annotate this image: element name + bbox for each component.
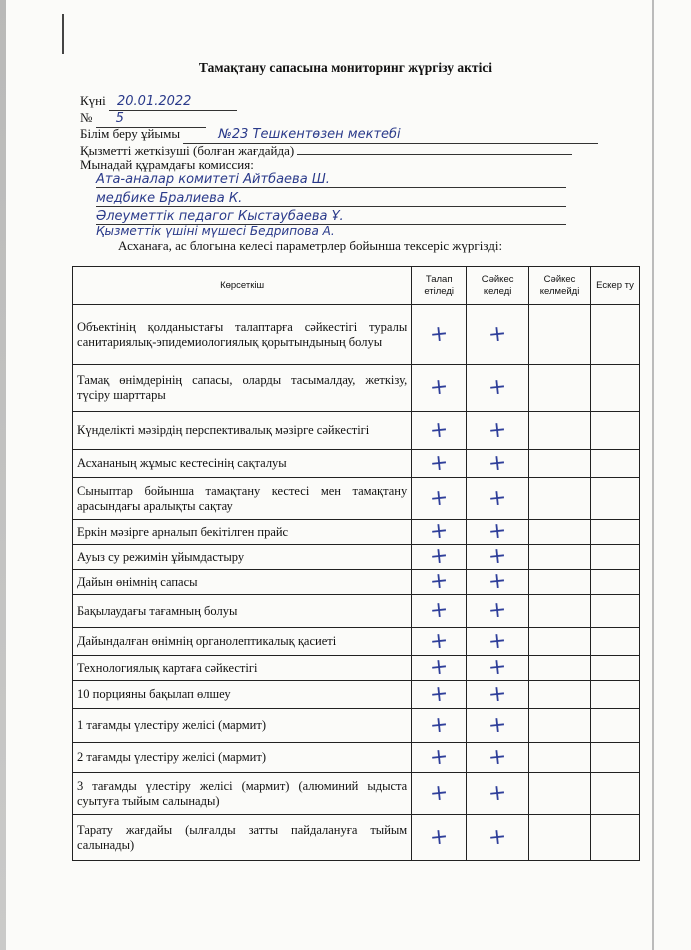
required-cell bbox=[412, 412, 467, 450]
table-row bbox=[73, 365, 640, 412]
required-cell bbox=[412, 595, 467, 628]
compliant-cell bbox=[467, 520, 529, 545]
header-noncompliant: Сәйкес келмейді bbox=[529, 267, 591, 305]
required-cell bbox=[412, 656, 467, 681]
required-mark: + bbox=[428, 320, 450, 348]
required-mark: + bbox=[428, 484, 450, 512]
compliant-cell bbox=[467, 815, 529, 861]
indicator-cell: 3 тағамды үлестіру желісі (мармит) (алюминий ыдыста суытуға тыйым салынады) bbox=[73, 773, 412, 815]
indicator-cell: Бақылаудағы тағамның болуы bbox=[73, 595, 412, 628]
noncompliant-cell bbox=[529, 305, 591, 365]
required-cell bbox=[412, 545, 467, 570]
required-mark: + bbox=[428, 518, 450, 545]
table-row bbox=[73, 681, 640, 709]
document-title: Тамақтану сапасына мониторинг жүргізу актісі bbox=[198, 60, 493, 75]
compliant-mark: + bbox=[487, 680, 509, 708]
required-mark: + bbox=[428, 416, 450, 444]
note-cell bbox=[591, 773, 640, 815]
required-mark: + bbox=[428, 823, 450, 851]
required-cell bbox=[412, 628, 467, 656]
compliant-mark: + bbox=[487, 654, 509, 681]
commission-member-1: Ата-аналар комитеті Айтбаева Ш. bbox=[96, 172, 566, 188]
noncompliant-cell bbox=[529, 656, 591, 681]
compliant-mark: + bbox=[487, 484, 509, 512]
table-row bbox=[73, 545, 640, 570]
table-row bbox=[73, 305, 640, 365]
supplier-blank bbox=[297, 142, 572, 155]
indicator-cell: Ауыз су режимін ұйымдастыру bbox=[73, 545, 412, 570]
number-value: 5 bbox=[96, 111, 206, 128]
required-cell bbox=[412, 365, 467, 412]
date-label: Күні bbox=[80, 93, 106, 108]
compliant-mark: + bbox=[487, 627, 509, 655]
required-cell bbox=[412, 450, 467, 478]
noncompliant-cell bbox=[529, 743, 591, 773]
required-mark: + bbox=[428, 680, 450, 708]
required-cell bbox=[412, 681, 467, 709]
commission-member-3: Әлеуметтік педагог Кыстаубаева Ұ. bbox=[96, 209, 566, 225]
note-cell bbox=[591, 305, 640, 365]
required-mark: + bbox=[428, 654, 450, 681]
compliant-mark: + bbox=[487, 568, 509, 595]
table-row bbox=[73, 412, 640, 450]
compliant-mark: + bbox=[487, 543, 509, 570]
note-cell bbox=[591, 412, 640, 450]
noncompliant-cell bbox=[529, 545, 591, 570]
noncompliant-cell bbox=[529, 815, 591, 861]
compliant-cell bbox=[467, 773, 529, 815]
table-row bbox=[73, 570, 640, 595]
indicator-cell: Объектінің қолданыстағы талаптарға сәйкестігі туралы санитариялық-эпидемиологиялық қорытындының болуы bbox=[73, 305, 412, 365]
indicator-cell: Сыныптар бойынша тамақтану кестесі мен тамақтану арасындағы аралықты сақтау bbox=[73, 478, 412, 520]
required-cell bbox=[412, 305, 467, 365]
binder-edge bbox=[0, 0, 6, 950]
commission-member-2: медбике Бралиева К. bbox=[96, 191, 566, 207]
indicator-cell: Тарату жағдайы (ылғалды затты пайдалануға тыйым салынады) bbox=[73, 815, 412, 861]
table-row bbox=[73, 595, 640, 628]
compliant-mark: + bbox=[487, 597, 509, 624]
noncompliant-cell bbox=[529, 570, 591, 595]
note-cell bbox=[591, 570, 640, 595]
header-required: Талап етіледі bbox=[412, 267, 467, 305]
noncompliant-cell bbox=[529, 681, 591, 709]
table-row bbox=[73, 478, 640, 520]
note-cell bbox=[591, 815, 640, 861]
compliant-cell bbox=[467, 478, 529, 520]
required-cell bbox=[412, 570, 467, 595]
table-header-row bbox=[73, 267, 640, 305]
compliant-cell bbox=[467, 656, 529, 681]
noncompliant-cell bbox=[529, 628, 591, 656]
noncompliant-cell bbox=[529, 773, 591, 815]
number-label: № bbox=[80, 110, 93, 125]
required-cell bbox=[412, 520, 467, 545]
indicator-cell: Асхананың жұмыс кестесінің сақталуы bbox=[73, 450, 412, 478]
table-row bbox=[73, 520, 640, 545]
note-cell bbox=[591, 365, 640, 412]
compliant-mark: + bbox=[487, 779, 509, 807]
compliant-cell bbox=[467, 305, 529, 365]
indicator-cell: Дайын өнімнің сапасы bbox=[73, 570, 412, 595]
required-mark: + bbox=[428, 449, 450, 477]
note-cell bbox=[591, 478, 640, 520]
note-cell bbox=[591, 450, 640, 478]
note-cell bbox=[591, 628, 640, 656]
compliant-cell bbox=[467, 365, 529, 412]
required-cell bbox=[412, 743, 467, 773]
compliant-mark: + bbox=[487, 374, 509, 401]
table-row bbox=[73, 450, 640, 478]
required-mark: + bbox=[428, 568, 450, 595]
table-row bbox=[73, 773, 640, 815]
compliant-mark: + bbox=[487, 518, 509, 545]
header-indicator: Көрсеткіш bbox=[73, 267, 412, 305]
note-cell bbox=[591, 595, 640, 628]
indicator-cell: Технологиялық картаға сәйкестігі bbox=[73, 656, 412, 681]
required-cell bbox=[412, 478, 467, 520]
note-cell bbox=[591, 656, 640, 681]
noncompliant-cell bbox=[529, 520, 591, 545]
scan-mark bbox=[62, 14, 64, 54]
required-mark: + bbox=[428, 597, 450, 624]
compliant-mark: + bbox=[487, 449, 509, 477]
noncompliant-cell bbox=[529, 595, 591, 628]
required-cell bbox=[412, 773, 467, 815]
compliant-cell bbox=[467, 412, 529, 450]
required-mark: + bbox=[428, 627, 450, 655]
compliant-cell bbox=[467, 545, 529, 570]
note-cell bbox=[591, 545, 640, 570]
inspection-intro: Асханаға, ас блогына келесі параметрлер бойынша тексеріс жүргізді: bbox=[118, 238, 503, 253]
commission-member-4: Қызметтік үшіні мүшесі Бедрипова А. bbox=[96, 224, 335, 238]
organization-value: №23 Тешкентөзен мектебі bbox=[183, 127, 598, 144]
compliant-cell bbox=[467, 681, 529, 709]
table-row bbox=[73, 709, 640, 743]
header-note: Ескер ту bbox=[591, 267, 640, 305]
indicator-cell: Тамақ өнімдерінің сапасы, оларды тасымалдау, жеткізу, түсіру шарттары bbox=[73, 365, 412, 412]
note-cell bbox=[591, 681, 640, 709]
indicator-cell: Дайындалған өнімнің органолептикалық қасиеті bbox=[73, 628, 412, 656]
note-cell bbox=[591, 709, 640, 743]
compliant-mark: + bbox=[487, 711, 509, 739]
required-mark: + bbox=[428, 543, 450, 570]
note-cell bbox=[591, 520, 640, 545]
indicator-cell: 1 тағамды үлестіру желісі (мармит) bbox=[73, 709, 412, 743]
compliant-cell bbox=[467, 628, 529, 656]
date-row bbox=[80, 93, 237, 111]
table-row bbox=[73, 815, 640, 861]
indicator-cell: Күнделікті мәзірдің перспективалық мәзірге сәйкестігі bbox=[73, 412, 412, 450]
noncompliant-cell bbox=[529, 412, 591, 450]
organization-label: Білім беру ұйымы bbox=[80, 126, 181, 141]
table-row bbox=[73, 743, 640, 773]
supplier-label: Қызметті жеткізуші (болған жағдайда) bbox=[80, 143, 295, 158]
compliant-cell bbox=[467, 743, 529, 773]
required-cell bbox=[412, 709, 467, 743]
indicator-cell: Еркін мәзірге арналып бекітілген прайс bbox=[73, 520, 412, 545]
noncompliant-cell bbox=[529, 709, 591, 743]
note-cell bbox=[591, 743, 640, 773]
compliant-mark: + bbox=[487, 320, 509, 348]
indicator-cell: 2 тағамды үлестіру желісі (мармит) bbox=[73, 743, 412, 773]
monitoring-table bbox=[72, 266, 640, 861]
compliant-mark: + bbox=[487, 743, 509, 771]
noncompliant-cell bbox=[529, 478, 591, 520]
page-edge-line bbox=[652, 0, 654, 950]
noncompliant-cell bbox=[529, 450, 591, 478]
required-mark: + bbox=[428, 711, 450, 739]
noncompliant-cell bbox=[529, 365, 591, 412]
table-row bbox=[73, 628, 640, 656]
compliant-mark: + bbox=[487, 416, 509, 444]
compliant-mark: + bbox=[487, 823, 509, 851]
header-compliant: Сәйкес келеді bbox=[467, 267, 529, 305]
compliant-cell bbox=[467, 709, 529, 743]
compliant-cell bbox=[467, 595, 529, 628]
required-mark: + bbox=[428, 779, 450, 807]
table-row bbox=[73, 656, 640, 681]
compliant-cell bbox=[467, 570, 529, 595]
compliant-cell bbox=[467, 450, 529, 478]
required-mark: + bbox=[428, 374, 450, 401]
required-mark: + bbox=[428, 743, 450, 771]
indicator-cell: 10 порцияны бақылап өлшеу bbox=[73, 681, 412, 709]
date-value: 20.01.2022 bbox=[109, 94, 237, 111]
commission-label: Мынадай құрамдағы комиссия: bbox=[80, 157, 254, 172]
required-cell bbox=[412, 815, 467, 861]
